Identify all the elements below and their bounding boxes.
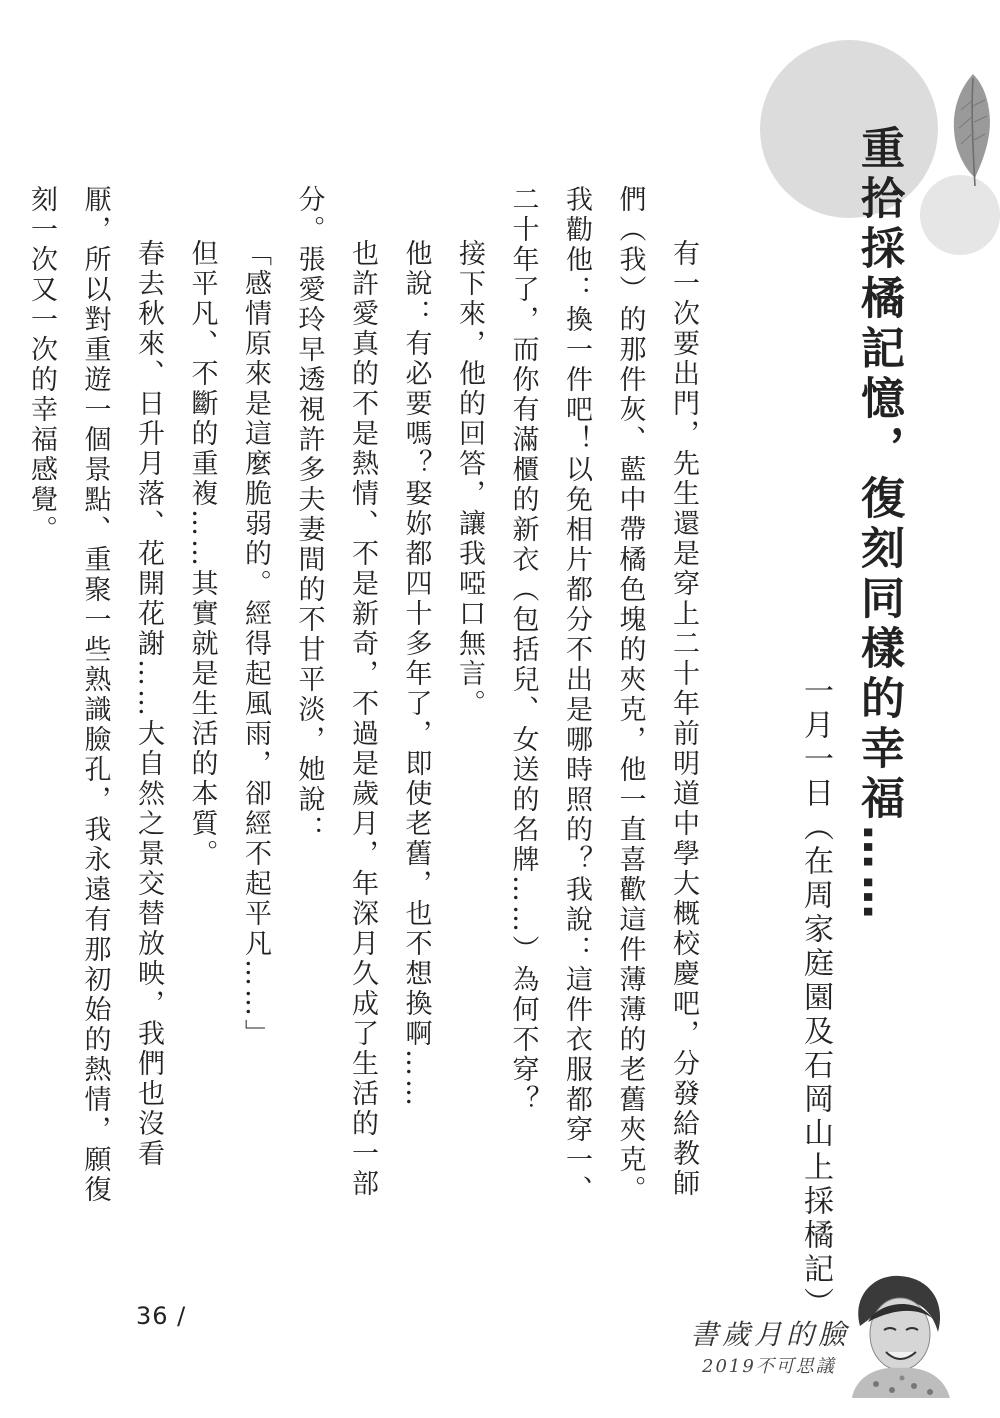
author-portrait-icon bbox=[838, 1268, 958, 1398]
page-subtitle: 一月一日（在周家庭園及石岡山上採橘記） bbox=[798, 675, 833, 1321]
page-title: 重拾採橘記憶，復刻同樣的幸福…… bbox=[853, 125, 904, 925]
leaf-icon bbox=[935, 70, 1000, 190]
paragraph: 也許愛真的不是熱情、不是新奇，不過是歲月，年深月久成了生活的一部分。張愛玲早透視許多夫妻間的不甘平淡，她說： bbox=[293, 185, 378, 1199]
book-title: 書歲月的臉 bbox=[690, 1318, 851, 1351]
book-subtitle: 2019不可思議 bbox=[702, 1356, 836, 1377]
footer-brand bbox=[690, 1318, 850, 1378]
article-body bbox=[15, 185, 711, 1225]
page-number: 36 / bbox=[136, 1302, 187, 1330]
paragraph: 他說：有必要嗎？娶妳都四十多年了，即使老舊，也不想換啊…… bbox=[400, 239, 432, 1109]
paragraph: 接下來，他的回答，讓我啞口無言。 bbox=[454, 239, 485, 719]
paragraph: 有一次要出門，先生還是穿上二十年前明道中學大概校慶吧，分發給教師們（我）的那件灰、藍中帶橘色塊的夾克，他一直喜歡這件薄薄的老舊夾克。我勸他：換一件吧！以免相片都分不出是哪時照的？我說：這件衣服都穿一、二十年了，而你有滿櫃的新衣（包括兒、女送的名牌……）為何不穿？ bbox=[507, 185, 699, 1205]
paragraph: 「感情原來是這麼脆弱的。經得起風雨，卻經不起平凡……」 bbox=[240, 239, 271, 1049]
paragraph: 春去秋來、日升月落、花開花謝……大自然之景交替放映，我們也沒看厭，所以對重遊一個景點、重聚一些熟識臉孔，我永遠有那初始的熱情，願復刻一次又一次的幸福感覺。 bbox=[26, 185, 164, 1205]
paragraph: 但平凡、不斷的重複……其實就是生活的本質。 bbox=[186, 239, 218, 869]
